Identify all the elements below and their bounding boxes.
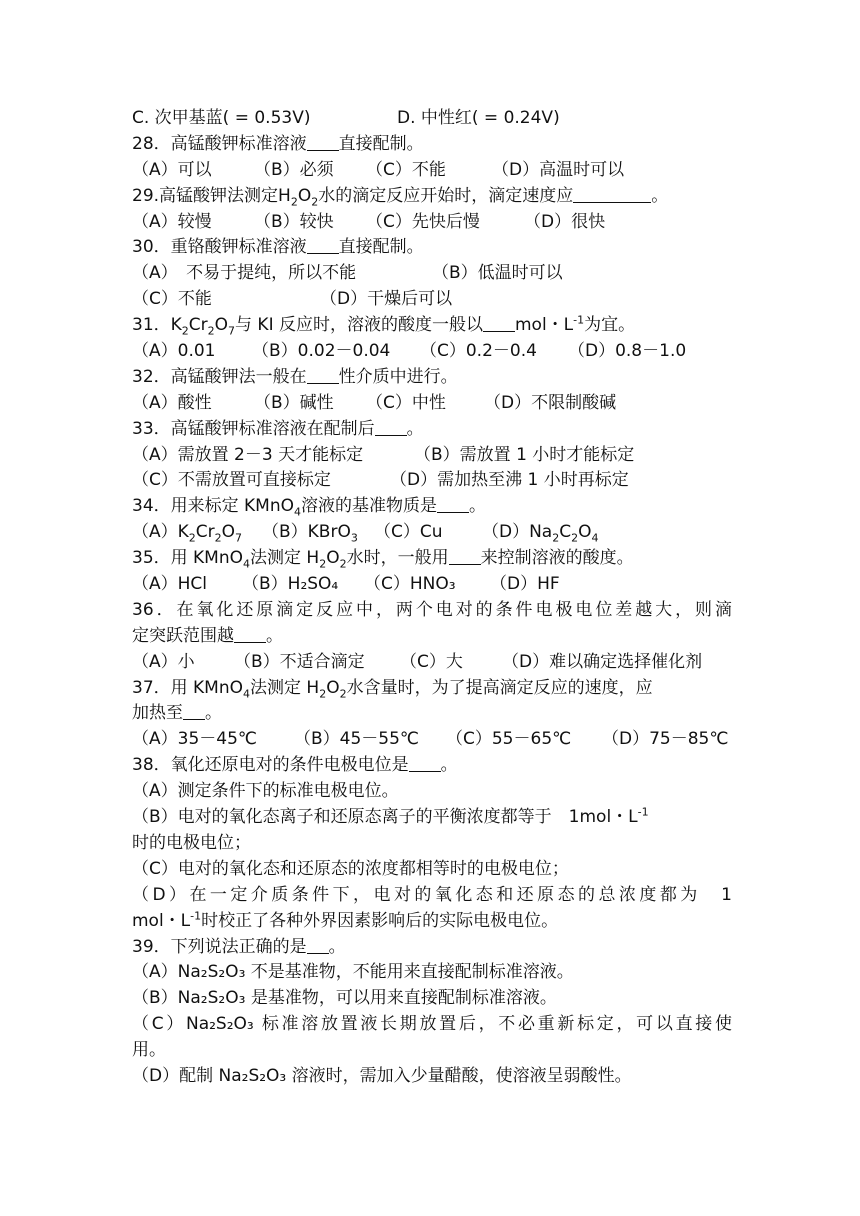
option-d: （D）干燥后可以 bbox=[320, 289, 453, 310]
question-text: 来控制溶液的酸度。 bbox=[480, 548, 634, 569]
superscript: -1 bbox=[637, 805, 649, 819]
question-text: 加热至 bbox=[132, 703, 183, 724]
question-text: 。 bbox=[205, 703, 222, 724]
question-text: 法测定 H bbox=[250, 548, 320, 569]
option-d: （D）需加热至沸 1 小时再标定 bbox=[390, 470, 629, 491]
question-text: 37．用 KMnO bbox=[132, 677, 244, 698]
option-a: （A）35－45℃ bbox=[132, 729, 257, 750]
subscript: 2 bbox=[207, 324, 215, 338]
option-c: （C）HNO₃ bbox=[364, 574, 456, 595]
question-text: 29.高锰酸钾法测定H bbox=[132, 185, 291, 206]
option-a: （A）0.01 bbox=[132, 341, 216, 362]
question-32 bbox=[132, 365, 732, 391]
question-text: 直接配制。 bbox=[338, 133, 424, 154]
option-b-cont: 时的电极电位； bbox=[132, 832, 251, 853]
subscript: 2 bbox=[552, 531, 560, 545]
option-b bbox=[132, 805, 732, 831]
answer-blank bbox=[573, 186, 651, 203]
option-b: （B）不适合滴定 bbox=[234, 651, 365, 672]
question-31-options bbox=[132, 339, 732, 365]
option-text: （B）电对的氧化态离子和还原态离子的平衡浓度都等于 1mol・L bbox=[132, 807, 638, 828]
subscript: 2 bbox=[571, 531, 579, 545]
option-b: （B）45－55℃ bbox=[294, 729, 420, 750]
subscript: 3 bbox=[350, 531, 358, 545]
option-a: （A）测定条件下的标准电极电位。 bbox=[132, 781, 399, 802]
option-c: （C）中性 bbox=[366, 392, 446, 413]
option-d: D. 中性红( = 0.24V) bbox=[397, 108, 560, 128]
question-28 bbox=[132, 132, 732, 158]
answer-blank bbox=[483, 315, 515, 332]
option-text: （C）Na₂S₂O₃ 标准溶放置液长期放置后，不必重新标定，可以直接使 bbox=[132, 1014, 732, 1035]
subscript: 2 bbox=[339, 686, 347, 700]
question-34 bbox=[132, 494, 732, 520]
question-text: O bbox=[326, 548, 340, 569]
question-30-options-row2 bbox=[132, 287, 732, 313]
question-37 bbox=[132, 676, 732, 702]
question-text: 28．高锰酸钾标准溶液 bbox=[132, 133, 307, 154]
question-text: 32．高锰酸钾法一般在 bbox=[132, 366, 307, 387]
subscript: 2 bbox=[188, 531, 196, 545]
option-c: （C）55－65℃ bbox=[446, 729, 572, 750]
question-text: O bbox=[297, 185, 312, 206]
question-text: 。 bbox=[266, 625, 283, 646]
option-c: （C）不能 bbox=[366, 159, 446, 180]
question-36-cont bbox=[132, 624, 732, 650]
question-text: 定突跃范围越 bbox=[132, 625, 234, 646]
subscript: 4 bbox=[243, 686, 251, 700]
question-30 bbox=[132, 235, 732, 261]
option-a: （A）需放置 2－3 天才能标定 bbox=[132, 444, 364, 465]
option-c: （C）大 bbox=[400, 651, 463, 672]
option-b: （B）H₂SO₄ bbox=[242, 574, 339, 595]
question-text: 。 bbox=[440, 755, 458, 776]
answer-blank bbox=[375, 419, 407, 436]
question-text: 。 bbox=[328, 936, 346, 957]
answer-blank bbox=[307, 134, 339, 151]
question-text: 水的滴定反应开始时，滴定速度应 bbox=[318, 185, 574, 206]
question-text: 35．用 KMnO bbox=[132, 548, 244, 569]
question-text: 31．K bbox=[132, 315, 182, 336]
option-text: mol・L bbox=[132, 910, 191, 931]
option-c: （C）不需放置可直接标定 bbox=[132, 470, 331, 491]
subscript: 2 bbox=[319, 557, 327, 571]
question-37-cont bbox=[132, 701, 732, 727]
option-d: （D）75－85℃ bbox=[602, 729, 729, 750]
question-text: 法测定 H bbox=[250, 677, 320, 698]
question-36-options bbox=[132, 650, 732, 676]
subscript: 4 bbox=[243, 557, 251, 571]
option-c-cont: 用。 bbox=[132, 1040, 166, 1061]
option-d: （D）HF bbox=[490, 574, 560, 595]
option-text: Cr bbox=[195, 522, 215, 543]
subscript: 7 bbox=[228, 324, 236, 338]
option-a: （A）酸性 bbox=[132, 392, 212, 413]
option-b: （B）碱性 bbox=[254, 392, 334, 413]
option-text: （B）KBrO bbox=[262, 522, 351, 543]
question-33 bbox=[132, 417, 732, 443]
question-text: 直接配制。 bbox=[338, 237, 424, 258]
option-text: C bbox=[559, 522, 572, 543]
subscript: 2 bbox=[319, 686, 327, 700]
subscript: 2 bbox=[181, 324, 189, 338]
question-34-options bbox=[132, 520, 732, 546]
option-d: （D）难以确定选择催化剂 bbox=[502, 651, 703, 672]
question-text: 34．用来标定 KMnO bbox=[132, 496, 295, 517]
subscript: 2 bbox=[290, 195, 298, 209]
question-32-options bbox=[132, 391, 732, 417]
answer-blank bbox=[183, 703, 205, 720]
answer-blank bbox=[307, 367, 339, 384]
question-38 bbox=[132, 753, 732, 779]
question-29 bbox=[132, 184, 732, 210]
question-29-options bbox=[132, 210, 732, 236]
option-text: O bbox=[578, 522, 592, 543]
option-a: （A）可以 bbox=[132, 159, 212, 180]
question-text: 30．重铬酸钾标准溶液 bbox=[132, 237, 307, 258]
option-text: （D）Na bbox=[482, 522, 553, 543]
option-b: （B）必须 bbox=[254, 159, 334, 180]
option-c: C. 次甲基蓝( = 0.53V) bbox=[132, 108, 311, 128]
answer-blank bbox=[409, 755, 441, 772]
question-37-options bbox=[132, 727, 732, 753]
option-d bbox=[482, 520, 599, 546]
option-text: 时校正了各种外界因素影响后的实际电极电位。 bbox=[201, 910, 559, 931]
question-text: 。 bbox=[406, 418, 424, 439]
question-text: 为宜。 bbox=[584, 315, 636, 336]
answer-blank bbox=[437, 496, 469, 513]
question-33-options-row1 bbox=[132, 443, 732, 469]
option-d: （D）0.8－1.0 bbox=[568, 341, 687, 362]
option-b bbox=[262, 520, 374, 546]
question-text: 溶液的基准物质是 bbox=[301, 496, 438, 517]
option-text: O bbox=[221, 522, 236, 543]
answer-blank bbox=[307, 237, 339, 254]
option-a bbox=[132, 520, 262, 546]
question-text: 。 bbox=[651, 185, 669, 206]
question-text: O bbox=[214, 315, 229, 336]
question-28-options bbox=[132, 158, 732, 184]
option-a: （A）较慢 bbox=[132, 211, 212, 232]
superscript: -1 bbox=[190, 908, 202, 922]
answer-blank bbox=[307, 937, 329, 954]
option-b: （B）0.02－0.04 bbox=[252, 341, 391, 362]
question-39 bbox=[132, 935, 732, 961]
question-35 bbox=[132, 546, 732, 572]
option-d: （D）配制 Na₂S₂O₃ 溶液时，需加入少量醋酸，使溶液呈弱酸性。 bbox=[132, 1065, 632, 1086]
answer-blank bbox=[234, 626, 266, 643]
option-a: （A） 不易于提纯，所以不能 bbox=[132, 263, 357, 284]
question-text: Cr bbox=[188, 315, 208, 336]
question-text: 36．在氧化还原滴定反应中，两个电对的条件电极电位差越大，则滴 bbox=[132, 599, 732, 620]
question-31 bbox=[132, 313, 732, 339]
answer-blank bbox=[449, 548, 481, 565]
option-a: （A）HCl bbox=[132, 574, 208, 595]
option-b: （B）Na₂S₂O₃ 是基准物，可以用来直接配制标准溶液。 bbox=[132, 988, 557, 1009]
option-d: （D）很快 bbox=[524, 211, 606, 232]
option-text: （D）在一定介质条件下，电对的氧化态和还原态的总浓度都为 1 bbox=[132, 884, 732, 905]
option-c: （C）不能 bbox=[132, 289, 212, 310]
question-text: 水时，一般用 bbox=[346, 548, 449, 569]
option-c: （C）先快后慢 bbox=[366, 211, 480, 232]
option-d: （D）高温时可以 bbox=[492, 159, 625, 180]
subscript: 4 bbox=[591, 531, 599, 545]
question-33-options-row2 bbox=[132, 468, 732, 494]
question-text: 性介质中进行。 bbox=[338, 366, 458, 387]
option-c: （C）Cu bbox=[374, 522, 443, 543]
document-page bbox=[132, 106, 732, 1090]
q27-options bbox=[132, 106, 732, 132]
question-36 bbox=[132, 598, 732, 624]
question-text: mol・L bbox=[515, 315, 574, 336]
option-d-cont bbox=[132, 909, 732, 935]
option-a: （A）小 bbox=[132, 651, 195, 672]
question-text: 39．下列说法正确的是 bbox=[132, 936, 307, 957]
option-b: （B）需放置 1 小时才能标定 bbox=[414, 444, 635, 465]
question-35-options bbox=[132, 572, 732, 598]
question-text: 33．高锰酸钾标准溶液在配制后 bbox=[132, 418, 375, 439]
question-text: 水含量时，为了提高滴定反应的速度，应 bbox=[346, 677, 653, 698]
question-text: 。 bbox=[469, 496, 487, 517]
subscript: 2 bbox=[311, 195, 319, 209]
subscript: 2 bbox=[214, 531, 222, 545]
option-c: （C）电对的氧化态和还原态的浓度都相等时的电极电位； bbox=[132, 858, 569, 879]
question-text: 38．氧化还原电对的条件电极电位是 bbox=[132, 755, 409, 776]
option-b: （B）较快 bbox=[254, 211, 334, 232]
question-text: 与 KI 反应时，溶液的酸度一般以 bbox=[235, 315, 483, 336]
question-30-options-row1 bbox=[132, 261, 732, 287]
option-c: （C）0.2－0.4 bbox=[420, 341, 537, 362]
subscript: 2 bbox=[339, 557, 347, 571]
option-text: （A）K bbox=[132, 522, 189, 543]
option-b: （B）低温时可以 bbox=[432, 263, 563, 284]
subscript: 7 bbox=[235, 531, 243, 545]
question-text: O bbox=[326, 677, 340, 698]
superscript: -1 bbox=[573, 313, 585, 327]
subscript: 4 bbox=[294, 505, 302, 519]
option-d bbox=[132, 883, 732, 909]
option-a: （A）Na₂S₂O₃ 不是基准物，不能用来直接配制标准溶液。 bbox=[132, 962, 574, 983]
option-c bbox=[132, 1012, 732, 1038]
option-d: （D）不限制酸碱 bbox=[484, 392, 617, 413]
